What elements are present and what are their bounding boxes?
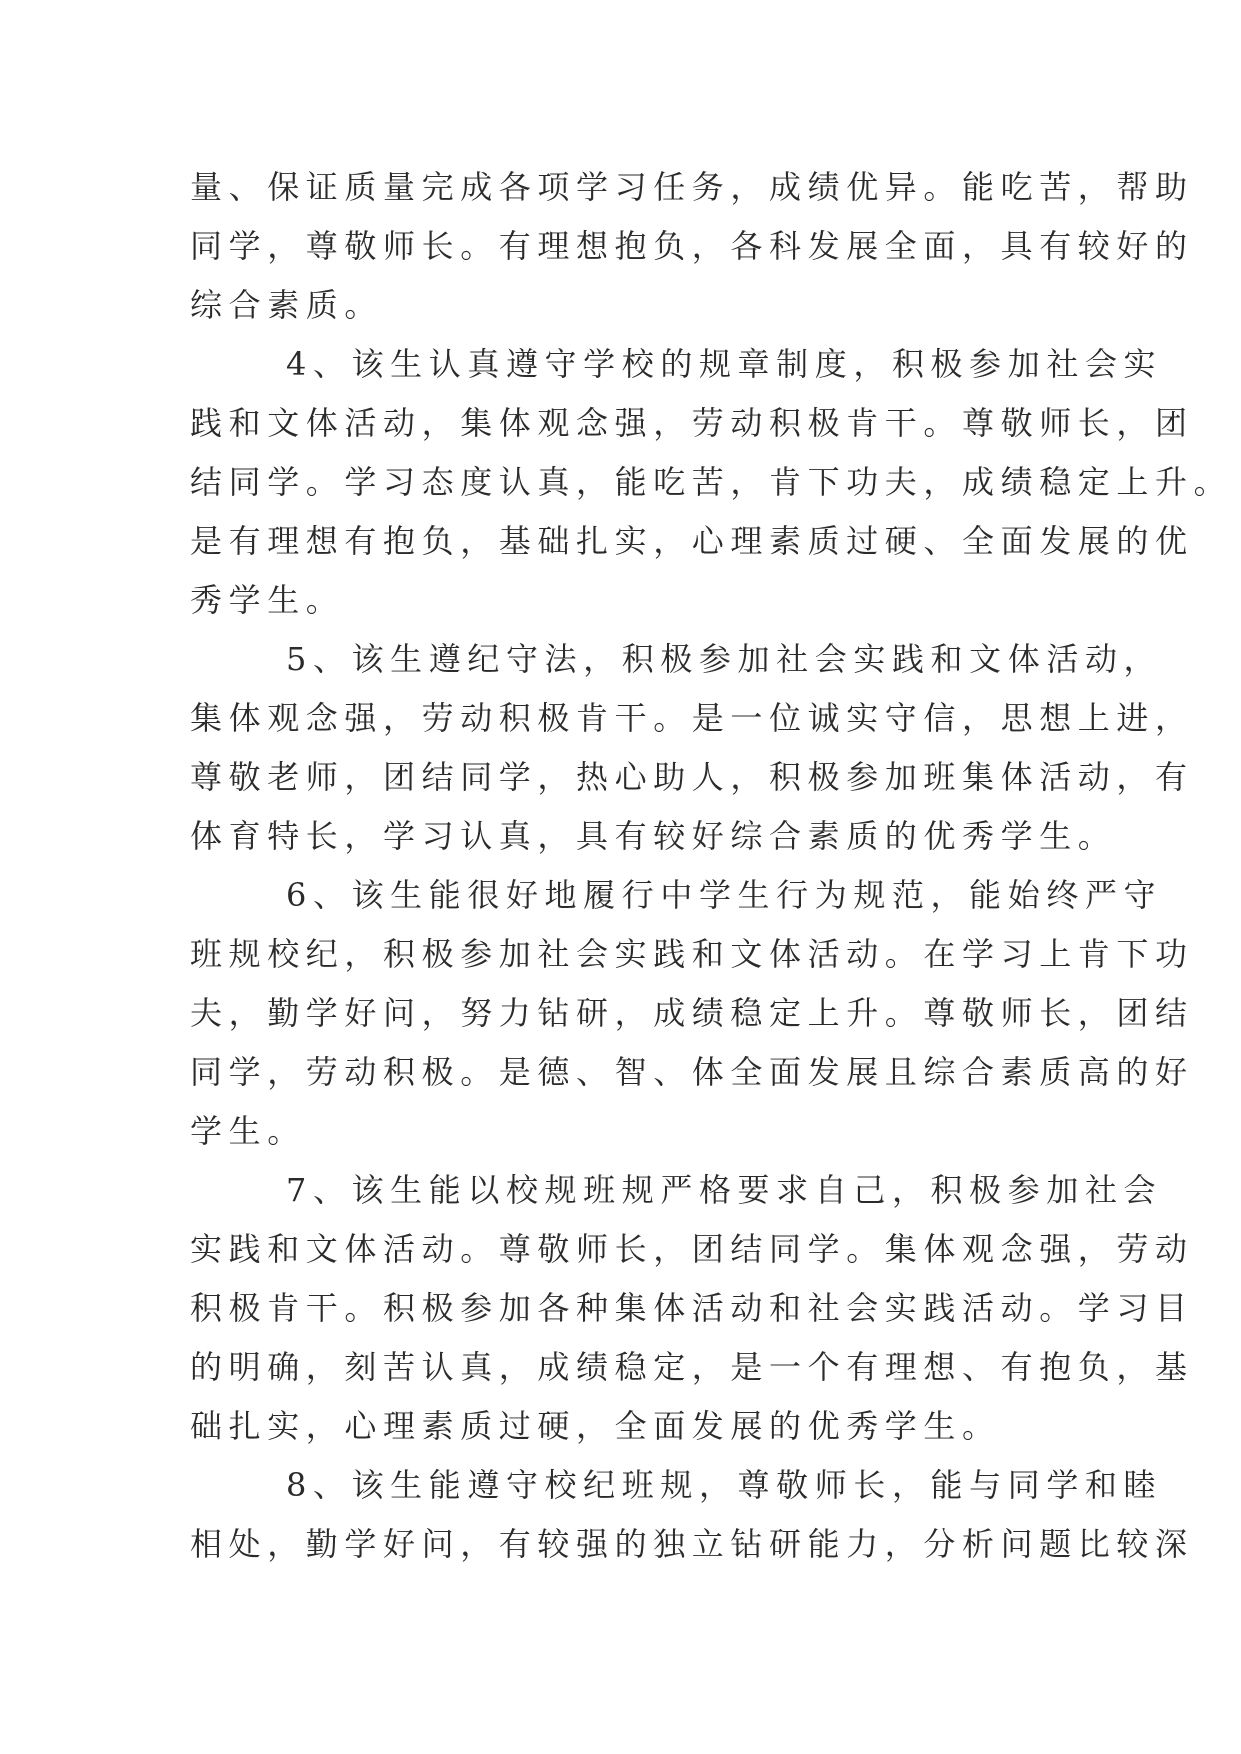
text-line: 础扎实，心理素质过硬，全面发展的优秀学生。	[190, 1407, 1001, 1445]
text-line: 体育特长，学习认真，具有较好综合素质的优秀学生。	[190, 817, 1117, 855]
paragraph-continued	[190, 158, 1194, 335]
document-body	[190, 158, 1233, 1574]
text-line: 积极肯干。积极参加各种集体活动和社会实践活动。学习目	[190, 1289, 1194, 1327]
text-line: 4、该生认真遵守学校的规章制度，积极参加社会实	[286, 345, 1163, 383]
paragraph-item-7	[190, 1161, 1194, 1456]
paragraph-item-6	[190, 866, 1194, 1161]
paragraph-item-4	[190, 335, 1233, 630]
text-line: 相处，勤学好问，有较强的独立钻研能力，分析问题比较深	[190, 1525, 1194, 1563]
text-line: 是有理想有抱负，基础扎实，心理素质过硬、全面发展的优	[190, 522, 1194, 560]
text-line: 结同学。学习态度认真，能吃苦，肯下功夫，成绩稳定上升。	[190, 463, 1233, 501]
text-line: 的明确，刻苦认真，成绩稳定，是一个有理想、有抱负，基	[190, 1348, 1194, 1386]
text-line: 集体观念强，劳动积极肯干。是一位诚实守信，思想上进，	[190, 699, 1194, 737]
text-line: 秀学生。	[190, 581, 345, 619]
text-line: 班规校纪，积极参加社会实践和文体活动。在学习上肯下功	[190, 935, 1194, 973]
text-line: 7、该生能以校规班规严格要求自己，积极参加社会	[286, 1171, 1163, 1209]
text-line: 同学，劳动积极。是德、智、体全面发展且综合素质高的好	[190, 1053, 1194, 1091]
text-line: 学生。	[190, 1112, 306, 1150]
text-line: 尊敬老师，团结同学，热心助人，积极参加班集体活动，有	[190, 758, 1194, 796]
paragraph-item-8	[190, 1456, 1194, 1574]
paragraph-item-5	[190, 630, 1194, 866]
text-line: 8、该生能遵守校纪班规，尊敬师长，能与同学和睦	[286, 1466, 1163, 1504]
text-line: 量、保证质量完成各项学习任务，成绩优异。能吃苦，帮助	[190, 168, 1194, 206]
text-line: 同学，尊敬师长。有理想抱负，各科发展全面，具有较好的	[190, 227, 1194, 265]
text-line: 夫，勤学好问，努力钻研，成绩稳定上升。尊敬师长，团结	[190, 994, 1194, 1032]
text-line: 践和文体活动，集体观念强，劳动积极肯干。尊敬师长，团	[190, 404, 1194, 442]
text-line: 5、该生遵纪守法，积极参加社会实践和文体活动，	[286, 640, 1163, 678]
text-line: 综合素质。	[190, 286, 384, 324]
text-line: 实践和文体活动。尊敬师长，团结同学。集体观念强，劳动	[190, 1230, 1194, 1268]
text-line: 6、该生能很好地履行中学生行为规范，能始终严守	[286, 876, 1163, 914]
